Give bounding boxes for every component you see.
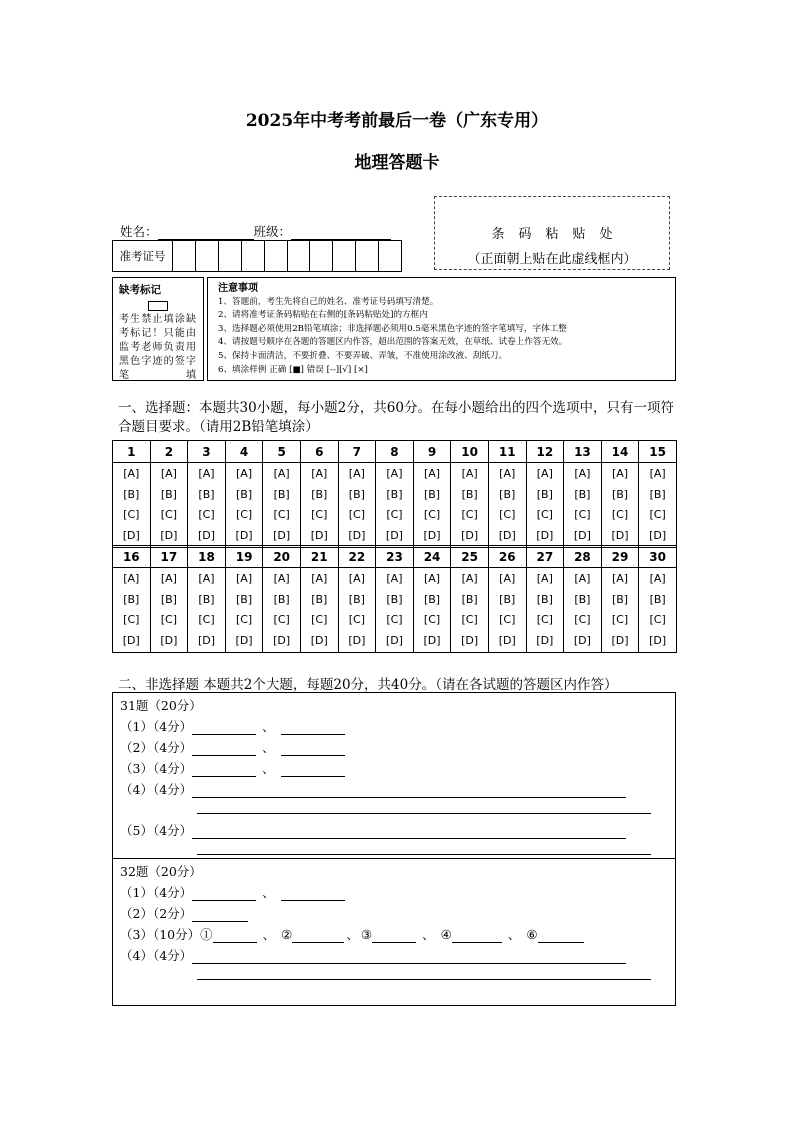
option-bubble[interactable]: [A] <box>574 572 591 585</box>
option-cell <box>113 568 151 653</box>
option-bubble[interactable]: [D] <box>348 633 366 647</box>
option-bubble[interactable]: [D] <box>536 633 554 647</box>
separator: 、 <box>507 927 521 942</box>
option-bubble[interactable]: [B] <box>574 592 591 606</box>
question-number: 9 <box>413 441 451 463</box>
option-bubble[interactable]: [D] <box>273 528 291 542</box>
option-bubble[interactable]: [D] <box>573 528 591 542</box>
absent-mark-box <box>112 277 204 381</box>
question-number: 14 <box>601 441 639 463</box>
option-bubble[interactable]: [A] <box>386 572 403 585</box>
option-cell <box>150 568 188 653</box>
option-bubble[interactable]: [A] <box>423 572 441 585</box>
answer-blank[interactable] <box>192 762 256 777</box>
option-bubble[interactable]: [B] <box>311 487 328 501</box>
option-cell <box>526 568 564 653</box>
option-bubble[interactable]: [A] <box>574 467 591 480</box>
option-bubble[interactable]: [D] <box>310 633 328 647</box>
option-cell <box>639 568 677 653</box>
option-cell <box>601 463 639 548</box>
option-bubble[interactable]: [A] <box>611 572 629 585</box>
q32-part2-label: （2）（2分） <box>120 906 193 921</box>
option-bubble[interactable]: [C] <box>611 508 629 521</box>
option-cell <box>413 568 451 653</box>
option-bubble[interactable]: [D] <box>385 633 403 647</box>
option-bubble[interactable]: [C] <box>123 613 140 626</box>
option-bubble[interactable]: [A] <box>461 467 478 480</box>
option-bubble[interactable]: [B] <box>499 592 516 606</box>
option-bubble[interactable]: [C] <box>348 508 365 521</box>
absent-mark-title: 缺考标记 <box>119 284 161 296</box>
q31-part3-label: （3）（4分） <box>120 761 193 776</box>
option-bubble[interactable]: [D] <box>197 528 216 542</box>
separator: 、 <box>262 927 276 942</box>
question-number: 13 <box>564 441 602 463</box>
exam-id-cell[interactable] <box>173 241 196 271</box>
name-class-row <box>120 222 391 240</box>
question-number: 19 <box>225 546 263 568</box>
option-bubble[interactable]: [D] <box>122 528 140 542</box>
q31-part5-label: （5）（4分） <box>120 823 193 838</box>
class-field[interactable] <box>291 225 391 240</box>
answer-blank[interactable] <box>281 741 345 756</box>
option-bubble[interactable]: [D] <box>235 633 253 647</box>
option-cell <box>488 463 526 548</box>
marker-2: ② <box>281 927 293 942</box>
option-bubble[interactable]: [C] <box>348 613 365 626</box>
option-bubble[interactable]: [C] <box>649 613 666 626</box>
exam-id-cell[interactable] <box>379 241 401 271</box>
option-cell <box>451 463 489 548</box>
exam-id-box <box>112 240 402 272</box>
q32-title: 32题（20分） <box>120 864 202 879</box>
answer-blank[interactable] <box>372 928 416 943</box>
option-bubble[interactable]: [B] <box>611 592 629 606</box>
answer-line[interactable] <box>197 854 651 855</box>
notes-box <box>207 277 676 381</box>
marker-6: ⑥ <box>526 927 538 942</box>
option-bubble[interactable]: [D] <box>498 528 516 542</box>
option-bubble[interactable]: [A] <box>311 467 328 480</box>
question-32-box <box>112 858 676 1006</box>
question-number: 15 <box>639 441 677 463</box>
question-number: 27 <box>526 546 564 568</box>
option-bubble[interactable]: [A] <box>536 467 553 480</box>
question-number: 28 <box>564 546 602 568</box>
option-bubble[interactable]: [C] <box>574 613 591 626</box>
question-number: 25 <box>451 546 489 568</box>
option-bubble[interactable]: [C] <box>536 508 553 521</box>
question-number: 10 <box>451 441 489 463</box>
option-bubble[interactable]: [B] <box>386 592 403 606</box>
question-number: 7 <box>338 441 376 463</box>
option-bubble[interactable]: [A] <box>649 467 666 480</box>
notes-title: 注意事项 <box>218 283 258 294</box>
q31-part2-label: （2）（4分） <box>120 740 193 755</box>
option-bubble[interactable]: [B] <box>649 592 666 606</box>
option-bubble[interactable]: [D] <box>649 528 667 542</box>
option-cell <box>338 568 376 653</box>
q31-part5 <box>120 821 626 839</box>
option-bubble[interactable]: [C] <box>574 508 591 521</box>
option-bubble[interactable]: [D] <box>423 528 441 542</box>
answer-line[interactable] <box>197 979 651 980</box>
exam-id-cell[interactable] <box>196 241 219 271</box>
option-bubble[interactable]: [C] <box>198 508 215 521</box>
option-bubble[interactable]: [B] <box>461 487 478 501</box>
separator: 、 <box>262 885 275 900</box>
option-bubble[interactable]: [C] <box>423 613 441 626</box>
answer-blank[interactable] <box>192 907 248 922</box>
option-cell <box>488 568 526 653</box>
option-bubble[interactable]: [A] <box>499 572 516 585</box>
option-bubble[interactable]: [B] <box>423 487 441 501</box>
option-bubble[interactable]: [C] <box>499 613 516 626</box>
option-bubble[interactable]: [D] <box>611 633 629 647</box>
option-bubble[interactable]: [C] <box>386 613 403 626</box>
separator: 、 <box>262 761 275 776</box>
option-cell <box>225 568 263 653</box>
class-label: 班级： <box>253 224 292 239</box>
option-cell <box>413 463 451 548</box>
exam-id-cell[interactable] <box>265 241 288 271</box>
exam-id-cell[interactable] <box>356 241 379 271</box>
q31-part1-label: （1）（4分） <box>120 719 193 734</box>
option-bubble[interactable]: [C] <box>160 508 178 521</box>
option-bubble[interactable]: [C] <box>536 613 553 626</box>
question-number: 3 <box>188 441 226 463</box>
name-field[interactable] <box>158 225 254 240</box>
separator: 、 <box>346 927 359 942</box>
option-bubble[interactable]: [D] <box>461 528 479 542</box>
option-bubble[interactable]: [B] <box>123 487 140 501</box>
option-bubble[interactable]: [B] <box>423 592 441 606</box>
option-bubble[interactable]: [A] <box>160 572 177 585</box>
question-number: 2 <box>150 441 188 463</box>
q31-title: 31题（20分） <box>120 698 202 713</box>
option-bubble[interactable]: [C] <box>160 613 178 626</box>
option-bubble[interactable]: [B] <box>536 487 553 501</box>
page-title: 2025年中考考前最后一卷（广东专用） <box>245 111 549 131</box>
answer-blank[interactable] <box>281 720 345 735</box>
option-cell <box>300 463 338 548</box>
option-bubble[interactable]: [D] <box>649 633 667 647</box>
option-bubble[interactable]: [C] <box>611 613 629 626</box>
option-bubble[interactable]: [B] <box>123 592 140 606</box>
option-bubble[interactable]: [A] <box>236 572 253 585</box>
option-bubble[interactable]: [D] <box>423 633 441 647</box>
option-bubble[interactable]: [B] <box>236 487 253 501</box>
option-cell <box>263 568 301 653</box>
question-number: 6 <box>300 441 338 463</box>
question-number: 16 <box>113 546 151 568</box>
question-number: 8 <box>376 441 414 463</box>
option-bubble[interactable]: [D] <box>385 528 403 542</box>
name-label: 姓名： <box>120 224 158 239</box>
question-number: 20 <box>263 546 301 568</box>
option-bubble[interactable]: [D] <box>498 633 516 647</box>
option-bubble[interactable]: [C] <box>311 508 328 521</box>
section1-heading: 一、选择题：本题共30小题，每小题2分，共60分。在每小题给出的四个选项中，只有一项符合题目要求。（请用2B铅笔填涂） <box>118 400 674 435</box>
question-number: 21 <box>300 546 338 568</box>
option-bubble[interactable]: [D] <box>197 633 216 647</box>
barcode-area <box>434 196 670 270</box>
note-item: 1、答题前，考生先将自己的姓名、准考证号码填写清楚。 <box>218 296 439 307</box>
option-bubble[interactable]: [A] <box>311 572 328 585</box>
option-bubble[interactable]: [D] <box>573 633 591 647</box>
q32-part3-label: （3）（10分） <box>120 927 201 942</box>
option-cell <box>564 463 602 548</box>
exam-id-cell[interactable] <box>333 241 356 271</box>
choice-table-1 <box>112 440 677 548</box>
q31-part1 <box>120 717 345 735</box>
option-cell <box>451 568 489 653</box>
option-cell <box>188 568 226 653</box>
answer-blank[interactable] <box>281 886 345 901</box>
choice-table-2 <box>112 545 677 653</box>
option-bubble[interactable]: [C] <box>273 613 290 626</box>
option-cell <box>188 463 226 548</box>
option-cell <box>338 463 376 548</box>
q31-part4-label: （4）（4分） <box>120 782 193 797</box>
option-cell <box>564 568 602 653</box>
option-bubble[interactable]: [D] <box>235 528 253 542</box>
question-number: 4 <box>225 441 263 463</box>
answer-blank[interactable] <box>292 928 344 943</box>
option-bubble[interactable]: [B] <box>198 487 215 501</box>
options-row <box>113 568 677 653</box>
answer-blank[interactable] <box>192 783 626 798</box>
option-bubble[interactable]: [B] <box>386 487 403 501</box>
question-number: 11 <box>488 441 526 463</box>
option-bubble[interactable]: [D] <box>536 528 554 542</box>
option-bubble[interactable]: [A] <box>461 572 478 585</box>
answer-blank[interactable] <box>452 928 502 943</box>
page-subtitle: 地理答题卡 <box>354 153 440 173</box>
option-bubble[interactable]: [A] <box>236 467 253 480</box>
option-bubble[interactable]: [A] <box>423 467 441 480</box>
option-bubble[interactable]: [A] <box>386 467 403 480</box>
option-bubble[interactable]: [B] <box>236 592 253 606</box>
option-bubble[interactable]: [C] <box>649 508 666 521</box>
option-bubble[interactable]: [D] <box>273 633 291 647</box>
option-cell <box>376 568 414 653</box>
option-bubble[interactable]: [A] <box>160 467 177 480</box>
option-bubble[interactable]: [A] <box>273 572 290 585</box>
q31-part3 <box>120 759 345 777</box>
answer-blank[interactable] <box>192 824 626 839</box>
option-bubble[interactable]: [A] <box>198 572 215 585</box>
option-cell <box>263 463 301 548</box>
option-bubble[interactable]: [A] <box>649 572 666 585</box>
answer-blank[interactable] <box>192 741 256 756</box>
option-bubble[interactable]: [D] <box>160 633 178 647</box>
question-number-row <box>113 441 677 463</box>
q32-part1 <box>120 883 345 901</box>
answer-blank[interactable] <box>281 762 345 777</box>
option-bubble[interactable]: [B] <box>649 487 666 501</box>
question-number: 23 <box>376 546 414 568</box>
answer-line[interactable] <box>197 813 651 814</box>
q32-part4-label: （4）（4分） <box>120 948 193 963</box>
option-bubble[interactable]: [B] <box>273 592 290 606</box>
option-bubble[interactable]: [B] <box>499 487 516 501</box>
option-bubble[interactable]: [B] <box>311 592 328 606</box>
option-bubble[interactable]: [C] <box>198 613 215 626</box>
option-bubble[interactable]: [B] <box>198 592 215 606</box>
note-item: 4、请按题号顺序在各题的答题区内作答，超出范围的答案无效，在草纸、试卷上作答无效。 <box>218 337 568 348</box>
option-bubble[interactable]: [C] <box>311 613 328 626</box>
q32-part1-label: （1）（4分） <box>120 885 193 900</box>
q32-part3 <box>120 925 584 943</box>
answer-blank[interactable] <box>192 720 256 735</box>
option-bubble[interactable]: [D] <box>122 633 140 647</box>
answer-blank[interactable] <box>192 949 626 964</box>
option-cell <box>225 463 263 548</box>
option-bubble[interactable]: [D] <box>348 528 366 542</box>
option-bubble[interactable]: [A] <box>123 467 140 480</box>
option-bubble[interactable]: [B] <box>160 592 177 606</box>
question-number: 29 <box>601 546 639 568</box>
question-number: 17 <box>150 546 188 568</box>
question-number: 24 <box>413 546 451 568</box>
option-cell <box>376 463 414 548</box>
marker-3: ③ <box>360 927 373 942</box>
note-item: 3、选择题必须使用2B铅笔填涂；非选择题必须用0.5毫米黑色字迹的签字笔填写，字体工整 <box>218 323 567 334</box>
marker-4: ④ <box>440 927 452 942</box>
option-cell <box>601 568 639 653</box>
option-bubble[interactable]: [D] <box>461 633 479 647</box>
question-number: 12 <box>526 441 564 463</box>
options-row <box>113 463 677 548</box>
option-bubble[interactable]: [A] <box>348 467 365 480</box>
option-cell <box>300 568 338 653</box>
exam-id-cell[interactable] <box>310 241 333 271</box>
question-number: 1 <box>113 441 151 463</box>
option-cell <box>113 463 151 548</box>
question-number: 18 <box>188 546 226 568</box>
q31-part2 <box>120 738 345 756</box>
q32-part2 <box>120 904 248 922</box>
option-bubble[interactable]: [A] <box>536 572 553 585</box>
option-bubble[interactable]: [B] <box>160 487 177 501</box>
option-bubble[interactable]: [C] <box>235 613 253 626</box>
option-bubble[interactable]: [A] <box>198 467 215 480</box>
note-item: 2、请将准考证条码粘贴在右侧的[条码粘贴处]的方框内 <box>218 310 428 321</box>
option-bubble[interactable]: [B] <box>348 592 365 606</box>
answer-blank[interactable] <box>213 928 257 943</box>
note-item: 5、保持卡面清洁，不要折叠、不要弄破、弄皱，不准使用涂改液、刮纸刀。 <box>218 350 508 361</box>
option-bubble[interactable]: [A] <box>273 467 290 480</box>
option-bubble[interactable]: [A] <box>611 467 629 480</box>
q32-part4 <box>120 946 626 964</box>
option-bubble[interactable]: [C] <box>235 508 253 521</box>
option-bubble[interactable]: [B] <box>536 592 553 606</box>
question-number: 30 <box>639 546 677 568</box>
barcode-note: （正面朝上贴在此虚线框内） <box>467 252 637 267</box>
absent-mark-text: 考生禁止填涂缺考标记！只能由监考老师负责用黑色字迹的签字笔填 <box>119 314 197 381</box>
option-bubble[interactable]: [B] <box>273 487 290 501</box>
option-bubble[interactable]: [C] <box>461 508 478 521</box>
option-bubble[interactable]: [C] <box>273 508 290 521</box>
exam-id-label: 准考证号 <box>113 241 173 271</box>
option-cell <box>150 463 188 548</box>
option-bubble[interactable]: [B] <box>574 487 591 501</box>
question-number: 5 <box>263 441 301 463</box>
answer-blank[interactable] <box>538 928 584 943</box>
option-bubble[interactable]: [B] <box>611 487 629 501</box>
option-bubble[interactable]: [C] <box>423 508 441 521</box>
note-item: 6、填涂样例 正确 [■] 错误 [--][√] [×] <box>218 364 368 375</box>
option-cell <box>526 463 564 548</box>
option-bubble[interactable]: [B] <box>461 592 478 606</box>
exam-id-cell[interactable] <box>242 241 265 271</box>
option-bubble[interactable]: [A] <box>499 467 516 480</box>
option-bubble[interactable]: [C] <box>499 508 516 521</box>
option-bubble[interactable]: [B] <box>348 487 365 501</box>
option-bubble[interactable]: [A] <box>348 572 365 585</box>
separator: 、 <box>262 719 275 734</box>
question-number: 26 <box>488 546 526 568</box>
option-cell <box>639 463 677 548</box>
marker-1: ① <box>200 927 213 942</box>
separator: 、 <box>262 740 275 755</box>
option-bubble[interactable]: [D] <box>611 528 629 542</box>
answer-blank[interactable] <box>192 886 256 901</box>
option-bubble[interactable]: [C] <box>461 613 478 626</box>
question-number-row <box>113 546 677 568</box>
option-bubble[interactable]: [C] <box>123 508 140 521</box>
question-number: 22 <box>338 546 376 568</box>
option-bubble[interactable]: [D] <box>310 528 328 542</box>
option-bubble[interactable]: [A] <box>123 572 140 585</box>
exam-id-cell[interactable] <box>219 241 242 271</box>
option-bubble[interactable]: [D] <box>160 528 178 542</box>
section2-heading: 二、非选择题 本题共2个大题，每题20分，共40分。（请在各试题的答题区内作答） <box>118 677 618 693</box>
exam-id-cell[interactable] <box>288 241 311 271</box>
question-31-box <box>112 692 676 859</box>
separator: 、 <box>422 927 435 942</box>
barcode-title: 条码粘贴处 <box>491 227 627 242</box>
option-bubble[interactable]: [C] <box>386 508 403 521</box>
absent-mark-checkbox[interactable] <box>148 301 168 311</box>
q31-part4 <box>120 780 626 798</box>
